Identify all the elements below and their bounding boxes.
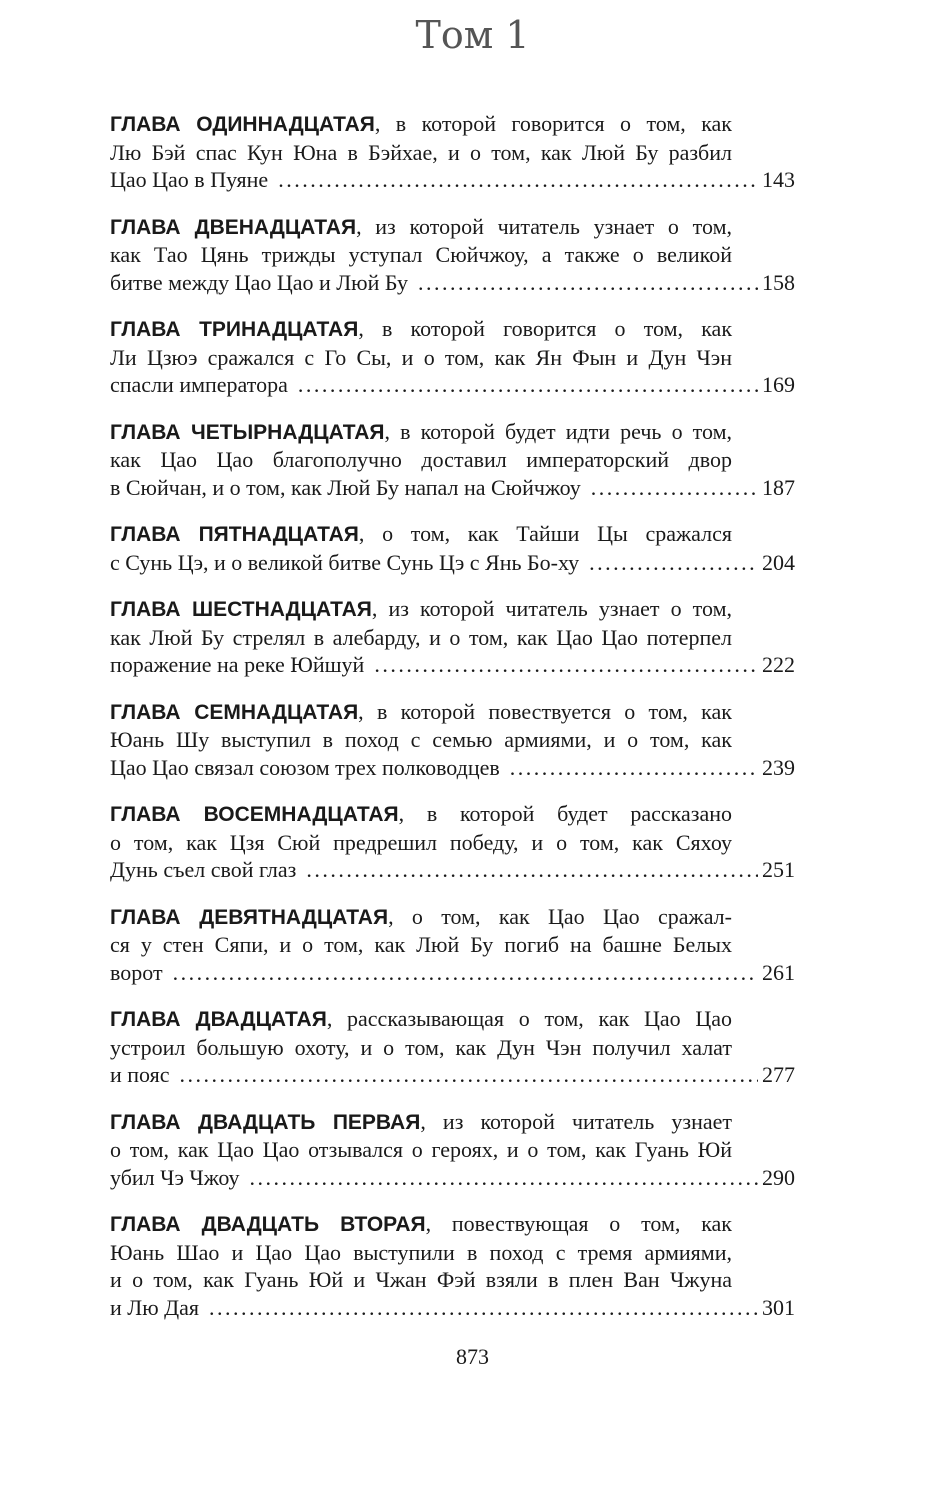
chapter-description: Цао Цао в Пуяне xyxy=(110,167,269,192)
toc-entry-last-line xyxy=(110,371,795,399)
chapter-page-number: 301 xyxy=(762,1294,795,1320)
toc-entry[interactable] xyxy=(110,698,795,782)
chapter-title: ГЛАВА ДЕВЯТНАДЦАТАЯ xyxy=(110,905,389,929)
toc-entry-first-line xyxy=(110,698,732,727)
toc-entry-last-line xyxy=(110,269,795,297)
chapter-page-number: 251 xyxy=(762,857,795,882)
chapter-description: ся у стен Сяпи, и о том, как Люй Бу погиб на башне Белых xyxy=(110,932,732,957)
dot-leader xyxy=(173,959,758,987)
chapter-title: ГЛАВА ТРИНАДЦАТАЯ xyxy=(110,318,359,341)
chapter-description: убил Чэ Чжоу xyxy=(110,1164,240,1190)
chapter-description: поражение на реке Юйшуй xyxy=(110,652,365,677)
page-number: 873 xyxy=(456,1344,489,1369)
chapter-title: ГЛАВА СЕМНАДЦАТАЯ xyxy=(110,700,359,724)
dot-leader xyxy=(374,651,758,679)
chapter-page-number: 277 xyxy=(762,1062,795,1087)
chapter-title: ГЛАВА ДВАДЦАТАЯ xyxy=(110,1008,327,1031)
chapter-description: как Люй Бу стрелял в алебарду, и о том, как Цао Цао потерпел xyxy=(110,624,732,650)
dot-leader xyxy=(278,166,758,194)
toc-entry-last-line xyxy=(110,549,795,577)
chapter-page-number: 290 xyxy=(762,1164,795,1190)
chapter-description: , в которой говорится о том, как xyxy=(358,316,733,341)
toc-entry-first-line xyxy=(110,315,732,344)
toc-entry-last-line xyxy=(110,1294,795,1322)
chapter-description: в Сюйчан, и о том, как Люй Бу напал на Сюйчжоу xyxy=(110,474,581,500)
chapter-page-number: 204 xyxy=(762,549,795,575)
chapter-description: Юань Шао и Цао Цао выступили в поход с тремя армиями, xyxy=(110,1239,732,1265)
chapter-page-number: 187 xyxy=(762,474,795,500)
dot-leader xyxy=(250,1164,758,1192)
dot-leader xyxy=(510,754,758,782)
chapter-title: ГЛАВА ОДИННАДЦАТАЯ xyxy=(110,113,375,136)
toc-entry-first-line xyxy=(110,110,732,139)
chapter-description: , из которой читатель узнает о том, xyxy=(371,596,732,621)
chapter-description: с Сунь Цэ, и о великой битве Сунь Цэ с Янь Бо-ху xyxy=(110,549,580,575)
dot-leader xyxy=(209,1294,758,1322)
dot-leader xyxy=(180,1061,758,1089)
chapter-description: , о том, как Тайши Цы сражался xyxy=(358,521,733,546)
chapter-description: и пояс xyxy=(110,1062,170,1087)
dot-leader xyxy=(298,371,758,399)
chapter-page-number: 143 xyxy=(762,167,795,192)
chapter-description: ворот xyxy=(110,959,163,985)
chapter-description: , о том, как Цао Цао сражал- xyxy=(388,903,732,929)
chapter-description: Цао Цао связал союзом трех полководцев xyxy=(110,754,500,780)
chapter-description: как Тао Цянь трижды уступал Сюйчжоу, а также о великой xyxy=(110,242,732,267)
toc-entry-last-line xyxy=(110,754,795,782)
dot-leader xyxy=(589,549,758,577)
chapter-description: Ли Цзюэ сражался с Го Сы, и о том, как Ян Фын и Дун Чэн xyxy=(110,344,732,370)
chapter-description: Дунь съел свой глаз xyxy=(110,857,297,882)
table-of-contents xyxy=(110,110,795,1340)
toc-entry-first-line xyxy=(110,1210,732,1239)
toc-entry[interactable] xyxy=(110,520,795,576)
chapter-description: , из которой читатель узнает о том, xyxy=(356,213,732,239)
chapter-description: устроил большую охоту, и о том, как Дун Чэн получил халат xyxy=(110,1034,732,1060)
chapter-description: , в которой говорится о том, как xyxy=(374,111,732,136)
toc-entry-first-line xyxy=(110,1108,732,1137)
chapter-title: ГЛАВА ПЯТНАДЦАТАЯ xyxy=(110,523,359,546)
chapter-title: ГЛАВА ДВЕНАДЦАТАЯ xyxy=(110,215,357,239)
toc-entry-last-line xyxy=(110,1061,795,1089)
toc-entry[interactable] xyxy=(110,418,795,502)
chapter-description: и Лю Дая xyxy=(110,1294,200,1320)
toc-entry-last-line xyxy=(110,959,795,987)
toc-entry[interactable] xyxy=(110,903,795,987)
toc-entry-first-line xyxy=(110,1005,732,1034)
toc-entry-first-line xyxy=(110,595,732,624)
chapter-description: , из которой читатель узнает xyxy=(420,1108,732,1134)
chapter-page-number: 169 xyxy=(762,372,795,397)
chapter-description: и о том, как Гуань Юй и Чжан Фэй взяли в плен Ван Чжуна xyxy=(110,1267,732,1292)
chapter-description: о том, как Цао Цао отзывался о героях, и о том, как Гуань Юй xyxy=(110,1137,732,1162)
page-title: Том 1 xyxy=(415,13,530,57)
chapter-description: , повествующая о том, как xyxy=(425,1211,732,1236)
toc-entry[interactable] xyxy=(110,595,795,679)
toc-entry[interactable] xyxy=(110,800,795,884)
chapter-page-number: 222 xyxy=(762,652,795,677)
toc-entry[interactable] xyxy=(110,1005,795,1089)
toc-entry-last-line xyxy=(110,166,795,194)
chapter-description: битве между Цао Цао и Люй Бу xyxy=(110,269,408,295)
toc-entry-last-line xyxy=(110,651,795,679)
chapter-page-number: 158 xyxy=(762,269,795,295)
toc-entry-last-line xyxy=(110,474,795,502)
chapter-description: , в которой будет идти речь о том, xyxy=(384,418,732,444)
chapter-page-number: 261 xyxy=(762,959,795,985)
toc-entry-first-line xyxy=(110,418,732,447)
dot-leader xyxy=(418,269,758,297)
chapter-title: ГЛАВА ВОСЕМНАДЦАТАЯ xyxy=(110,803,399,826)
toc-entry-first-line xyxy=(110,800,732,829)
chapter-title: ГЛАВА ДВАДЦАТЬ ВТОРАЯ xyxy=(110,1213,426,1236)
chapter-page-number: 239 xyxy=(762,754,795,780)
chapter-description: Лю Бэй спас Кун Юна в Бэйхае, и о том, как Люй Бу разбил xyxy=(110,139,732,165)
toc-entry[interactable] xyxy=(110,110,795,194)
chapter-description: Юань Шу выступил в поход с семью армиями, и о том, как xyxy=(110,727,732,752)
chapter-title: ГЛАВА ДВАДЦАТЬ ПЕРВАЯ xyxy=(110,1110,421,1134)
toc-entry-last-line xyxy=(110,1164,795,1192)
chapter-description: , рассказывающая о том, как Цао Цао xyxy=(326,1006,732,1031)
dot-leader xyxy=(306,856,758,884)
toc-entry[interactable] xyxy=(110,315,795,399)
dot-leader xyxy=(591,474,758,502)
toc-entry-first-line xyxy=(110,520,732,549)
toc-entry[interactable] xyxy=(110,1108,795,1192)
chapter-description: спасли императора xyxy=(110,372,288,397)
chapter-title: ГЛАВА ШЕСТНАДЦАТАЯ xyxy=(110,598,372,621)
toc-entry[interactable] xyxy=(110,213,795,297)
toc-entry-first-line xyxy=(110,903,732,932)
chapter-title: ГЛАВА ЧЕТЫРНАДЦАТАЯ xyxy=(110,420,385,444)
chapter-description: как Цао Цао благополучно доставил императорский двор xyxy=(110,447,732,472)
chapter-description: о том, как Цзя Сюй предрешил победу, и о том, как Сяхоу xyxy=(110,829,732,855)
toc-entry-first-line xyxy=(110,213,732,242)
toc-entry-last-line xyxy=(110,856,795,884)
chapter-description: , в которой повествуется о том, как xyxy=(358,698,732,724)
chapter-description: , в которой будет рассказано xyxy=(398,801,733,826)
toc-entry[interactable] xyxy=(110,1210,795,1321)
